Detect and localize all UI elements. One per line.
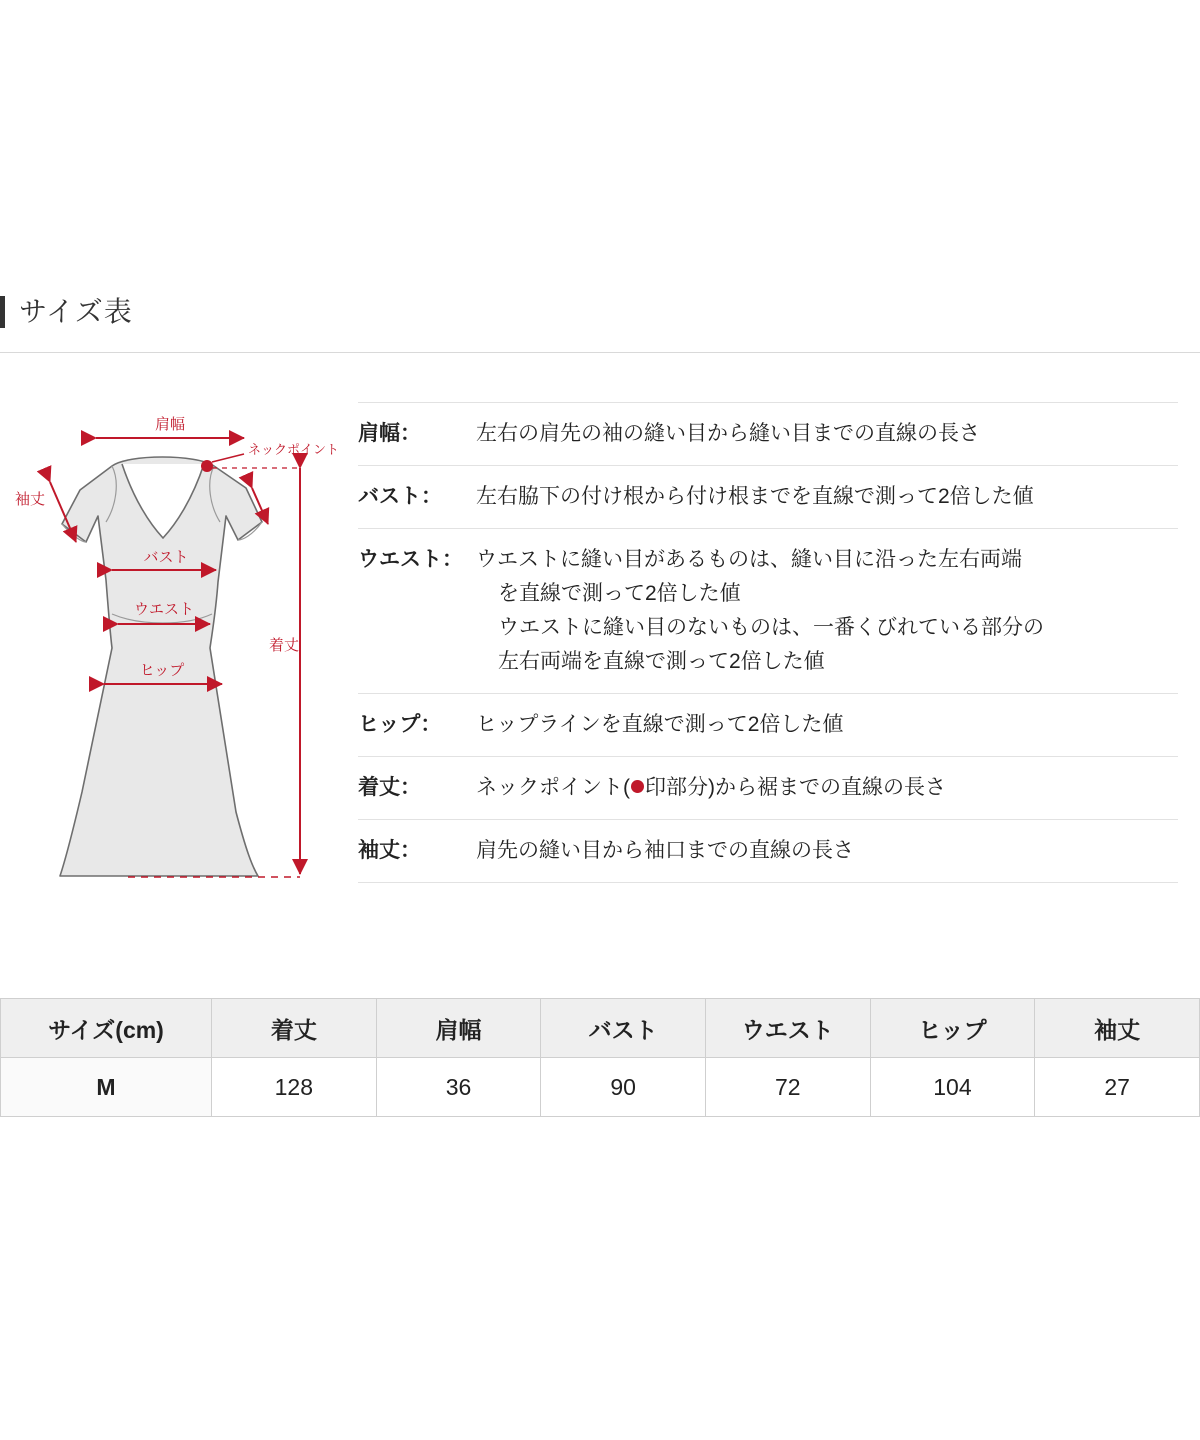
table-header-cell: バスト	[541, 999, 706, 1058]
definition-term: ヒップ：	[358, 713, 442, 736]
neck-point-dot	[201, 460, 213, 472]
heading-divider	[0, 352, 1200, 353]
definition-term: ウエスト：	[358, 548, 463, 571]
table-cell: 36	[376, 1058, 541, 1117]
definition-term: 肩幅：	[358, 422, 421, 445]
table-cell: 72	[705, 1058, 870, 1117]
label-hip: ヒップ	[139, 662, 185, 679]
definition-row	[358, 757, 1178, 820]
definition-term: バスト：	[358, 485, 442, 508]
definition-row	[358, 466, 1178, 529]
neck-point-dot-inline	[631, 780, 644, 793]
definition-row	[358, 820, 1178, 883]
definition-line: 肩先の縫い目から袖口までの直線の長さ	[476, 839, 854, 862]
definition-description	[476, 834, 1178, 868]
definition-description	[476, 417, 1178, 451]
definition-term: 着丈：	[358, 776, 421, 799]
table-header-row	[1, 999, 1200, 1058]
table-cell-size: M	[1, 1058, 212, 1117]
measurement-definitions	[358, 402, 1178, 883]
definition-line: ウエストに縫い目があるものは、縫い目に沿った左右両端	[476, 548, 1022, 571]
definition-description	[476, 543, 1178, 679]
table-cell: 90	[541, 1058, 706, 1117]
definition-description	[476, 708, 1178, 742]
definition-line: ウエストに縫い目のないものは、一番くびれている部分の	[498, 616, 1044, 639]
definition-line: 左右脇下の付け根から付け根までを直線で測って2倍した値	[476, 485, 1034, 508]
definition-line: 左右両端を直線で測って2倍した値	[498, 650, 825, 673]
definition-description	[476, 771, 1178, 805]
table-cell: 104	[870, 1058, 1035, 1117]
table-header-cell: サイズ(cm)	[1, 999, 212, 1058]
definition-row	[358, 694, 1178, 757]
label-sleeve: 袖丈	[14, 491, 46, 508]
heading-accent-bar	[0, 296, 5, 328]
definition-line: 左右の肩先の袖の縫い目から縫い目までの直線の長さ	[476, 422, 980, 445]
table-row	[1, 1058, 1200, 1117]
label-shoulder: 肩幅	[154, 416, 186, 433]
table-header-cell: 袖丈	[1035, 999, 1200, 1058]
definition-line: ヒップラインを直線で測って2倍した値	[476, 713, 844, 736]
definition-line: ネックポイント( 印部分)から裾までの直線の長さ	[476, 776, 946, 799]
table-header-cell: ヒップ	[870, 999, 1035, 1058]
table-header-cell: 肩幅	[376, 999, 541, 1058]
definition-term: 袖丈：	[358, 839, 421, 862]
dress-measurement-diagram	[0, 396, 345, 916]
table-cell: 27	[1035, 1058, 1200, 1117]
label-bust: バスト	[143, 549, 189, 566]
table-cell: 128	[212, 1058, 377, 1117]
section-heading	[0, 296, 1200, 328]
definition-description	[476, 480, 1178, 514]
label-waist: ウエスト	[133, 601, 195, 618]
table-header-cell: ウエスト	[705, 999, 870, 1058]
label-neck-point: ネックポイント	[248, 442, 340, 457]
page-title: サイズ表	[19, 296, 133, 327]
size-table	[0, 998, 1200, 1117]
table-header-cell: 着丈	[212, 999, 377, 1058]
definition-line: を直線で測って2倍した値	[498, 582, 741, 605]
definition-row	[358, 529, 1178, 694]
label-length: 着丈	[268, 637, 300, 654]
definition-row	[358, 402, 1178, 466]
